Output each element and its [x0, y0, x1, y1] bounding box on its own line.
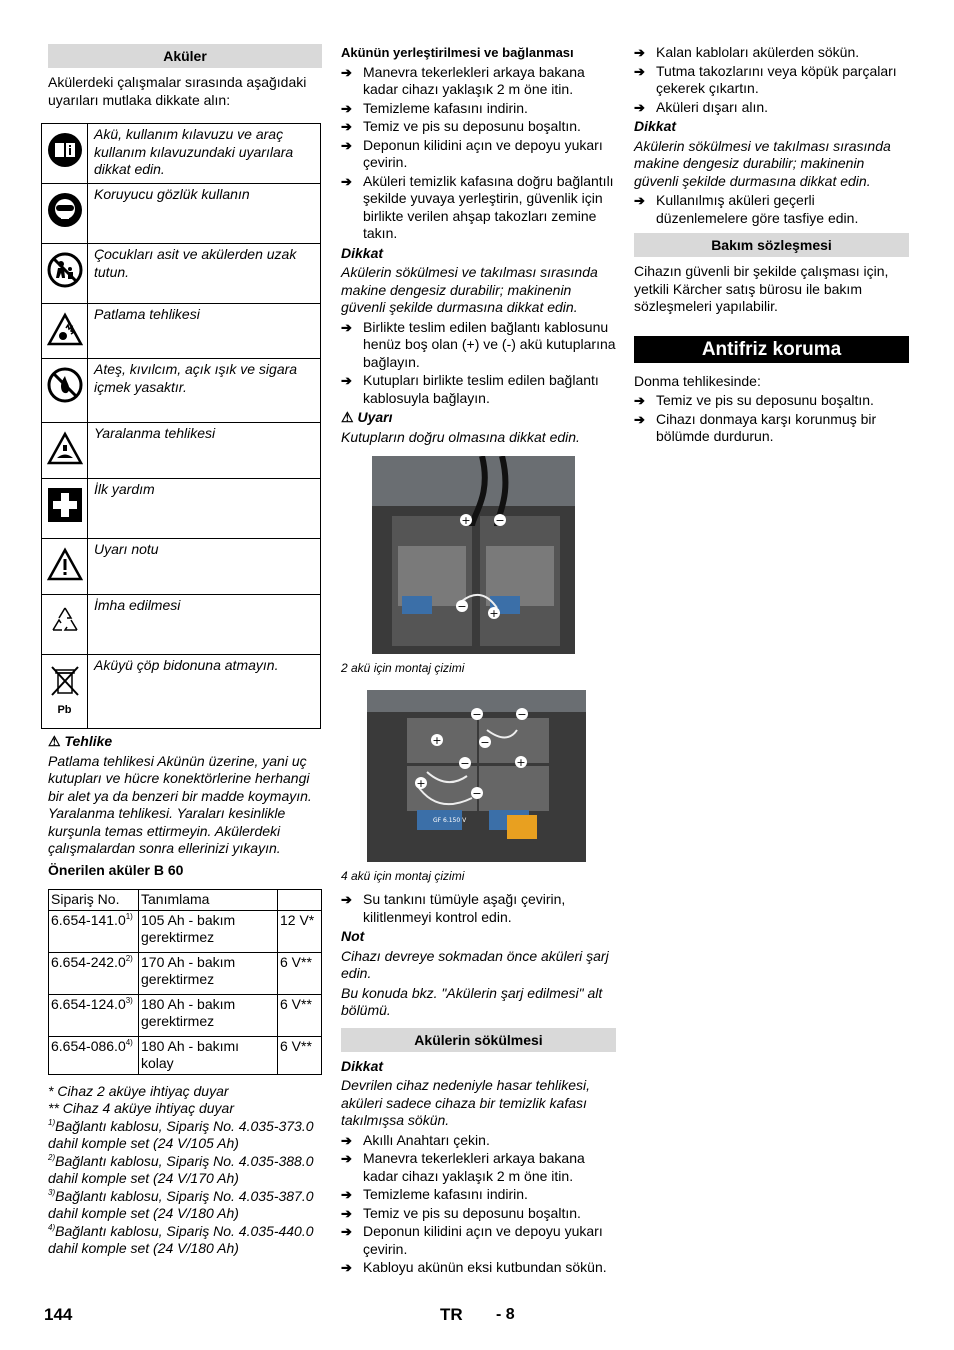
keep-children-away-icon	[47, 252, 83, 288]
arrow-icon: ➔	[341, 119, 352, 134]
warning-text: Koruyucu gözlük kullanın	[88, 184, 321, 244]
arrow-icon: ➔	[341, 1205, 352, 1221]
arrow-icon: ➔	[341, 1151, 352, 1166]
table-header-cell: Tanımlama	[139, 890, 278, 911]
caption-two-battery: 2 akü için montaj çizimi	[341, 661, 465, 675]
two-battery-illustration	[372, 456, 575, 654]
caution-text: Devrilen cihaz nedeniyle hasar tehlikesi, aküleri sadece cihaza bir temizlik kafası takılmışsa sökün.	[341, 1077, 591, 1128]
page-number: 144	[44, 1305, 73, 1324]
note-text: Cihazı devreye sokmadan önce aküleri şarj edin.	[341, 947, 609, 981]
column-middle	[341, 44, 616, 1278]
list-item: ➔ Birlikte teslim edilen bağlantı kablosunu henüz boş olan (+) ve (-) akü kutuplarına bağlayın.	[341, 318, 616, 370]
installation-title: Akünün yerleştirilmesi ve bağlanması	[341, 45, 574, 60]
arrow-icon: ➔	[341, 173, 352, 189]
terminal-minus-label: −	[457, 600, 467, 613]
warning-text: Ateş, kıvılcım, açık ışık ve sigara içmek yasaktır.	[88, 359, 321, 423]
table-header-cell: Sipariş No.	[49, 890, 139, 911]
caution-heading: Dikkat	[341, 244, 384, 261]
table-row: 6.654-086.0$^{4)}$ 180 Ah - bakımı kolay 6 V**	[49, 1036, 322, 1074]
arrow-icon: ➔	[634, 393, 645, 408]
list-item: ➔ Deponun kilidini açın ve depoyu yukarı çevirin.	[341, 1223, 603, 1257]
list-item: ➔ Kalan kabloları akülerden sökün.	[634, 44, 860, 60]
service-text: Cihazın güvenli bir şekilde çalışması için, yetkili Kärcher satış bürosu ile bakım sözleşmeleri yapılabilir.	[634, 263, 889, 314]
list-item: ➔ Deponun kilidini açın ve depoyu yukarı çevirin.	[341, 136, 603, 170]
goggles-icon	[47, 192, 83, 228]
list-item: ➔ Cihazı donmaya karşı korunmuş bir bölümde durdurun.	[634, 410, 877, 444]
arrow-icon: ➔	[341, 1187, 352, 1202]
column-right	[634, 44, 909, 447]
table-row: 6.654-141.0$^{1)}$ 105 Ah - bakım gerektirmez 12 V*	[49, 910, 322, 952]
warning-triangle-icon: ⚠	[341, 409, 354, 425]
footnote: $^{4)}$Bağlantı kablosu, Sipariş No. 4.035-440.0 dahil komple set (24 V/180 Ah)	[48, 1222, 314, 1256]
caution-heading: Dikkat	[341, 1057, 384, 1074]
section-heading-service-contract: Bakım sözleşmesi	[634, 233, 909, 257]
page-footer	[0, 1306, 954, 1330]
warning-text: Kutupların doğru olmasına dikkat edin.	[341, 428, 580, 445]
battery-warning-table	[41, 123, 321, 729]
list-item: ➔ Tutma takozlarını veya köpük parçaları çekerek çıkartın.	[634, 62, 897, 96]
warning-text: Akü, kullanım kılavuzu ve araç kullanım kılavuzundaki uyarılara dikkat edin.	[88, 124, 321, 184]
terminal-plus-label: +	[416, 776, 426, 790]
arrow-icon: ➔	[341, 64, 352, 80]
table-row: 6.654-124.0$^{3)}$ 180 Ah - bakım gerektirmez 6 V**	[49, 994, 322, 1036]
photo-four-battery-assembly	[367, 690, 586, 862]
list-item: ➔ Temizleme kafasını indirin.	[341, 1186, 528, 1202]
manual-icon	[47, 132, 83, 168]
terminal-minus-label: −	[495, 514, 505, 527]
arrow-icon: ➔	[634, 45, 645, 60]
battery-table	[48, 889, 322, 1075]
warning-text: Aküyü çöp bidonuna atmayın.	[88, 655, 321, 729]
terminal-minus-label: −	[480, 735, 490, 749]
list-item: ➔ Manevra tekerlekleri arkaya bakana kadar cihazı yaklaşık 2 m öne itin.	[341, 63, 585, 97]
danger-triangle-icon: ⚠	[48, 733, 61, 749]
list-item: ➔ Kabloyu akünün eksi kutbundan sökün.	[341, 1259, 607, 1275]
list-item: ➔ Temiz ve pis su deposunu boşaltın.	[341, 118, 581, 134]
danger-heading: ⚠ Tehlike	[48, 733, 113, 749]
terminal-plus-label: +	[516, 755, 526, 769]
danger-text: Patlama tehlikesi Akünün üzerine, yani uç kutupları ve hücre konektörlerine herhangi bir alet ya da benzeri bir madde koymayın. Yaralanma tehlikesi. Yaraları kesinlikle kurşunla temas ettirmeyin. Akülerdeki çalışmalardan sonra ellerinizi yıkayın.	[48, 752, 312, 856]
list-item: ➔ Kutupları birlikte teslim edilen bağlantı kablosuyla bağlayın.	[341, 372, 599, 406]
recycle-icon	[47, 603, 83, 639]
language-code: TR	[440, 1305, 463, 1324]
terminal-minus-label: −	[472, 707, 482, 721]
list-item: ➔ Kullanılmış aküleri geçerli düzenlemelere göre tasfiye edin.	[634, 192, 859, 226]
caution-text: Akülerin sökülmesi ve takılması sırasında makine dengesiz durabilir; makinenin güvenli şekilde durmasına dikkat edin.	[341, 264, 598, 315]
list-item: ➔ Akıllı Anahtarı çekin.	[341, 1131, 490, 1148]
list-item: ➔ Temiz ve pis su deposunu boşaltın.	[341, 1204, 581, 1221]
arrow-icon: ➔	[634, 99, 645, 115]
caption-four-battery: 4 akü için montaj çizimi	[341, 868, 465, 883]
caution-text: Akülerin sökülmesi ve takılması sırasında makine dengesiz durabilir; makinenin güvenli şekilde durmasına dikkat edin.	[634, 137, 891, 189]
arrow-icon: ➔	[341, 1224, 352, 1239]
warning-text: İlk yardım	[88, 479, 321, 539]
batteries-intro: Akülerdeki çalışmalar sırasında aşağıdaki uyarıları mutlaka dikkate alın:	[48, 74, 307, 108]
list-item: ➔ Aküleri temizlik kafasına doğru bağlantılı şekilde yuvaya yerleştirin, güvenlik için birlikte verilen ahşap takozları zemine takın.	[341, 172, 614, 241]
antifreeze-intro: Donma tehlikesinde:	[634, 372, 761, 389]
terminal-minus-label: −	[517, 707, 527, 721]
arrow-icon: ➔	[341, 100, 352, 116]
arrow-icon: ➔	[341, 373, 352, 388]
terminal-plus-label: +	[489, 607, 499, 620]
warning-heading: ⚠ Uyarı	[341, 409, 393, 425]
arrow-icon: ➔	[341, 319, 352, 335]
arrow-icon: ➔	[341, 1132, 352, 1148]
caution-heading: Dikkat	[634, 118, 677, 134]
note-text: Bu konuda bkz. "Akülerin şarj edilmesi" alt bölümü.	[341, 984, 603, 1018]
arrow-icon: ➔	[341, 1260, 352, 1275]
warning-text: Patlama tehlikesi	[88, 304, 321, 359]
terminal-plus-label: +	[461, 514, 471, 527]
no-bin-icon	[47, 663, 83, 699]
first-aid-icon	[47, 487, 83, 523]
list-item: ➔ Aküleri dışarı alın.	[634, 98, 769, 115]
arrow-icon: ➔	[634, 193, 645, 208]
list-item: ➔ Temiz ve pis su deposunu boşaltın.	[634, 392, 874, 408]
four-battery-illustration	[367, 690, 586, 862]
arrow-icon: ➔	[341, 892, 352, 907]
arrow-icon: ➔	[634, 411, 645, 427]
warning-text: Çocukları asit ve akülerden uzak tutun.	[88, 244, 321, 304]
chapter-heading-antifreeze: Antifriz koruma	[634, 336, 909, 363]
list-item: ➔ Manevra tekerlekleri arkaya bakana kadar cihazı yaklaşık 2 m öne itin.	[341, 1150, 585, 1184]
warning-icon	[47, 547, 83, 583]
warning-text: Uyarı notu	[88, 539, 321, 595]
arrow-icon: ➔	[634, 63, 645, 79]
section-heading-battery-removal: Akülerin sökülmesi	[341, 1028, 616, 1052]
terminal-minus-label: −	[472, 786, 482, 800]
acid-burn-icon	[47, 431, 83, 467]
section-heading-batteries: Aküler	[48, 44, 322, 68]
terminal-plus-label: +	[432, 733, 442, 747]
photo-two-battery-assembly	[372, 456, 575, 654]
recommended-batteries-title: Önerilen aküler B 60	[48, 861, 184, 878]
note-heading: Not	[341, 928, 365, 944]
footnote: $^{1)}$Bağlantı kablosu, Sipariş No. 4.035-373.0 dahil komple set (24 V/105 Ah)	[48, 1117, 314, 1151]
table-row: 6.654-242.0$^{2)}$ 170 Ah - bakım gerektirmez 6 V**	[49, 952, 322, 994]
footnote: $^{2)}$Bağlantı kablosu, Sipariş No. 4.035-388.0 dahil komple set (24 V/170 Ah)	[48, 1152, 314, 1186]
warning-text: İmha edilmesi	[88, 595, 321, 655]
battery-box-label: GF 6.150 V	[433, 816, 467, 824]
note-two-batteries: * Cihaz 2 aküye ihtiyaç duyar	[48, 1082, 229, 1099]
warning-text: Yaralanma tehlikesi	[88, 423, 321, 479]
list-item: ➔ Temizleme kafasını indirin.	[341, 99, 528, 116]
arrow-icon: ➔	[341, 137, 352, 153]
lead-symbol-label: Pb	[57, 703, 72, 716]
footnote: $^{3)}$Bağlantı kablosu, Sipariş No. 4.035-387.0 dahil komple set (24 V/180 Ah)	[48, 1187, 314, 1221]
explosion-icon	[47, 312, 83, 348]
list-item: ➔ Su tankını tümüyle aşağı çevirin, kilitlenmeyi kontrol edin.	[341, 891, 566, 925]
no-fire-icon	[47, 367, 83, 403]
note-four-batteries: ** Cihaz 4 aküye ihtiyaç duyar	[48, 1100, 234, 1116]
terminal-minus-label: −	[460, 756, 470, 770]
column-left	[48, 44, 322, 1258]
table-header-cell	[278, 890, 322, 911]
section-page: - 8	[496, 1306, 515, 1323]
